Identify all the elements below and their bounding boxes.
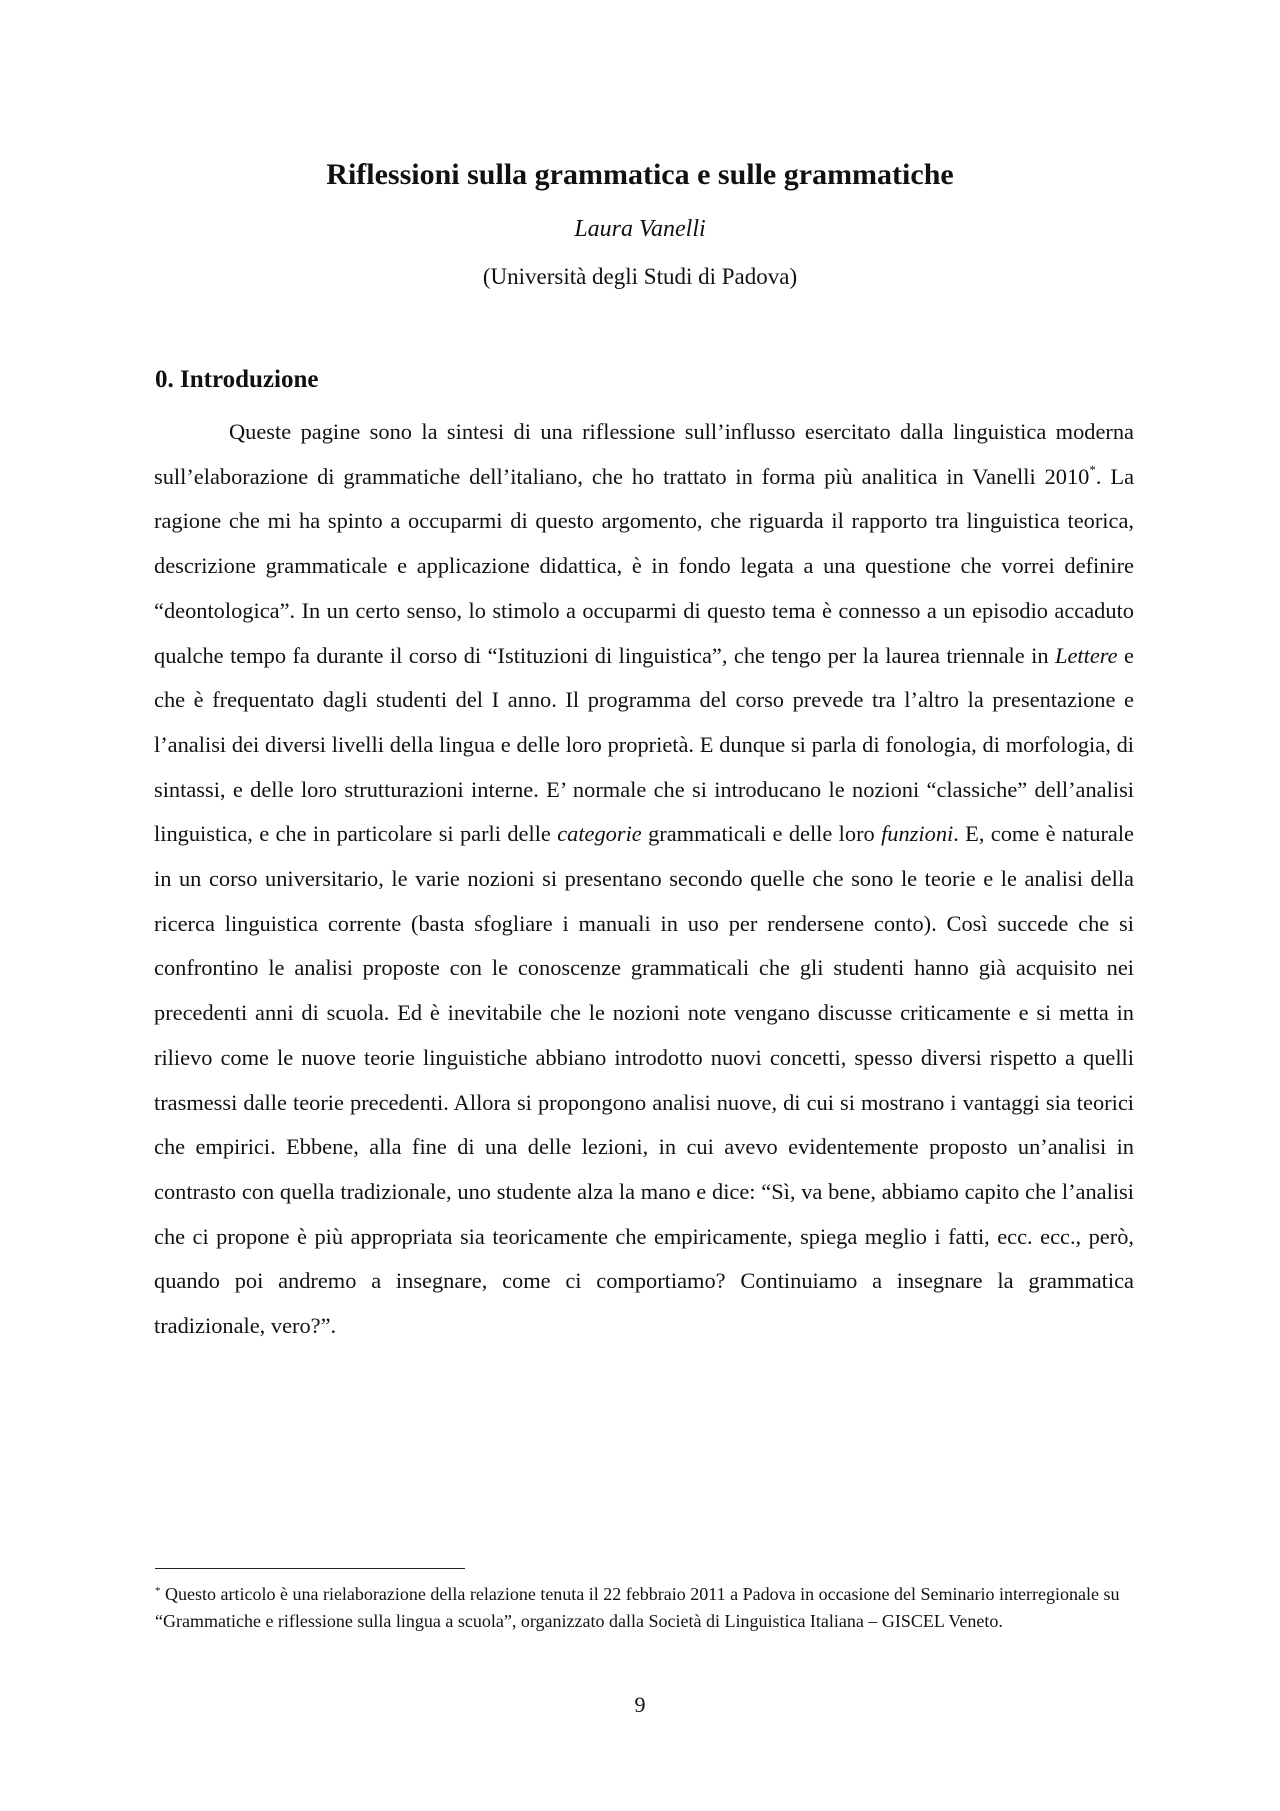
footnote bbox=[155, 1581, 1130, 1634]
paragraph-text: e che è frequentato dagli studenti del I anno. Il programma del corso prevede tra l’altro la presentazione e l’analisi dei diversi livelli della lingua e delle loro proprietà. E dunque si parla di fonologia, di morfologia, di sintassi, e delle loro strutturazioni interne. E’ normale che si introducano le nozioni “classiche” dell’analisi linguistica, e che in particolare si parli delle bbox=[154, 642, 1134, 847]
author-name: Laura Vanelli bbox=[574, 216, 706, 242]
paragraph-text: . La ragione che mi ha spinto a occuparmi di questo argomento, che riguarda il rapporto tra linguistica teorica, descrizione grammaticale e applicazione didattica, è in fondo legata a una questione che vorrei definire “deontologica”. In un certo senso, lo stimolo a occuparmi di questo tema è connesso a un episodio accaduto qualche tempo fa durante il corso di “Istituzioni di linguistica”, che tengo per la laurea triennale in bbox=[154, 463, 1135, 668]
footnote-marker: * bbox=[155, 1585, 161, 1597]
section-heading: 0. Introduzione bbox=[155, 366, 319, 393]
italic-term-categorie: categorie bbox=[557, 821, 642, 847]
paragraph-text: . E, come è naturale in un corso universitario, le varie nozioni si presentano secondo quelle che sono le teorie e le analisi della ricerca linguistica corrente (basta sfogliare i manuali in uso per rendersene conto). Così succede che si confrontino le analisi proposte con le conoscenze grammaticali che gli studenti hanno già acquisito nei precedenti anni di scuola. Ed è inevitabile che le nozioni note vengano discusse criticamente e si metta in rilievo come le nuove teorie linguistiche abbiano introdotto nuovi concetti, spesso diversi rispetto a quelli trasmessi dalle teorie precedenti. Allora si propongono analisi nuove, di cui si mostrano i vantaggi sia teorici che empirici. Ebbene, alla fine di una delle lezioni, in cui avevo evidentemente proposto un’analisi in contrasto con quella tradizionale, uno studente alza la mano e dice: “Sì, va bene, abbiamo capito che l’analisi che ci propone è più appropriata sia teoricamente che empiricamente, spiega meglio i fatti, ecc. ecc., però, quando poi andremo a insegnare, come ci comportiamo? Continuiamo a insegnare la grammatica tradizionale, vero?”. bbox=[154, 821, 1134, 1339]
paragraph-text: Queste pagine sono la sintesi di una riflessione sull’influsso esercitato dalla linguistica moderna sull’elaborazione di grammatiche dell’italiano, che ho trattato in forma più analitica in Vanelli 2010 bbox=[154, 419, 1134, 489]
footnote-reference: * bbox=[1089, 461, 1096, 477]
footnote-divider bbox=[155, 1568, 465, 1569]
italic-term-funzioni: funzioni bbox=[881, 821, 954, 847]
author-affiliation: (Università degli Studi di Padova) bbox=[482, 264, 798, 289]
italic-term-lettere: Lettere bbox=[1055, 642, 1118, 668]
page-number: 9 bbox=[634, 1692, 646, 1717]
footnote-text: Questo articolo è una rielaborazione della relazione tenuta il 22 febbraio 2011 a Padova in occasione del Seminario interregionale su “Grammatiche e riflessione sulla lingua a scuola”, organizzato dalla Società di Linguistica Italiana – GISCEL Veneto. bbox=[155, 1584, 1120, 1631]
paper-title: Riflessioni sulla grammatica e sulle grammatiche bbox=[326, 158, 954, 191]
paragraph-text: grammaticali e delle loro bbox=[641, 821, 882, 847]
body-paragraph bbox=[154, 410, 1134, 1349]
